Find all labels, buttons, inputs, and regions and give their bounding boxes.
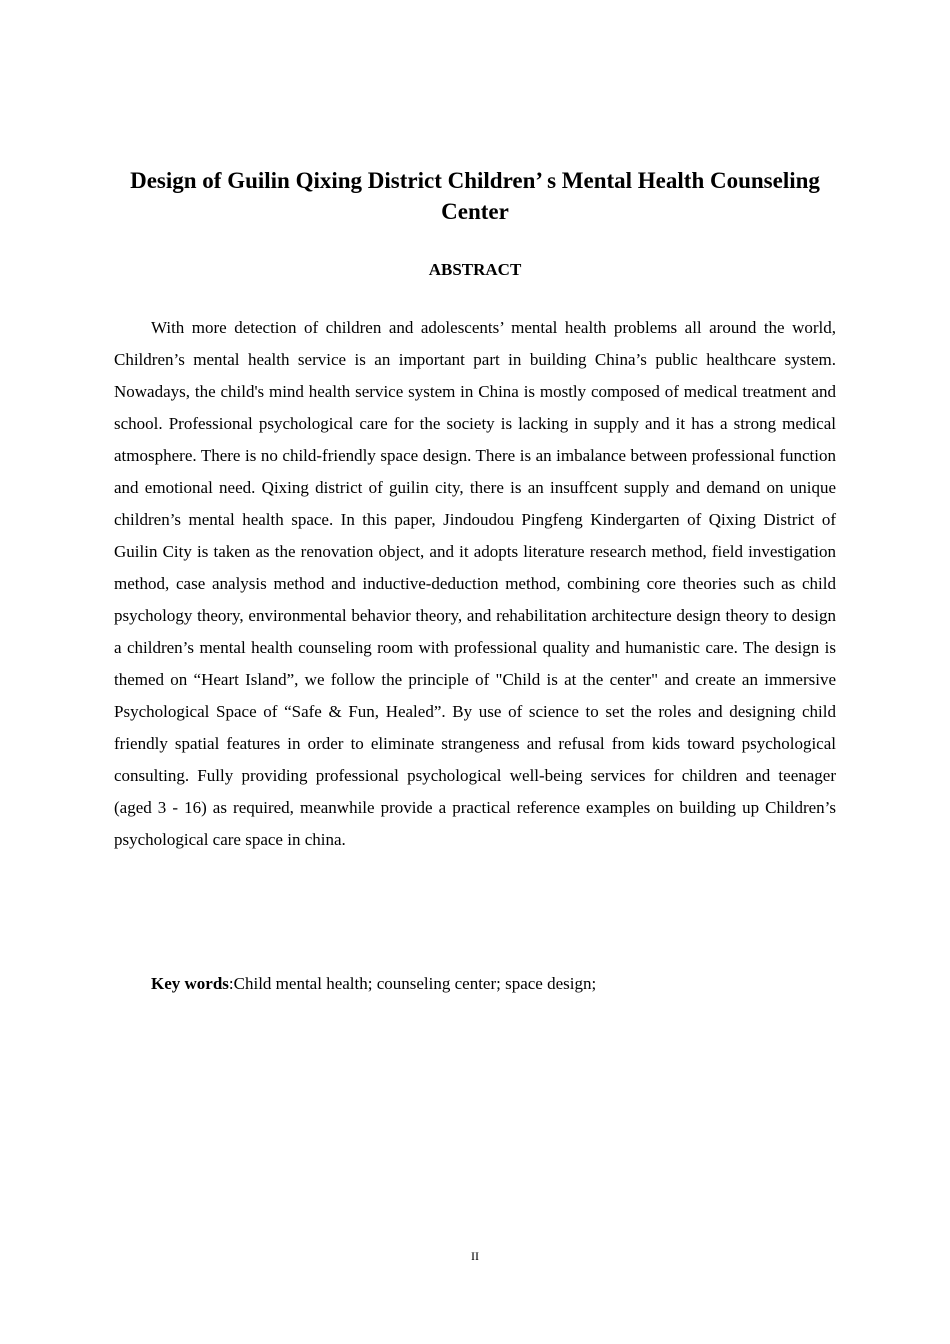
document-title: Design of Guilin Qixing District Children’ s Mental Health Counseling Center — [130, 168, 820, 224]
page-number: II — [471, 1249, 479, 1263]
keywords-label: Key words — [151, 974, 229, 993]
abstract-heading: ABSTRACT — [428, 260, 522, 279]
keywords-line — [151, 970, 836, 998]
abstract-paragraph: With more detection of children and adolescents’ mental health problems all around the world, Children’s mental health service is an important part in building China’s public healthcare system. Nowadays, the child's mind health service system in China is mostly composed of medical treatment and school. Professional psychological care for the society is lacking in supply and it has a strong medical atmosphere. There is no child-friendly space design. There is an imbalance between professional function and emotional need. Qixing district of guilin city, there is an insuffcent supply and demand on unique children’s mental health space. In this paper, Jindoudou Pingfeng Kindergarten of Qixing District of Guilin City is taken as the renovation object, and it adopts literature research method, field investigation method, case analysis method and inductive-deduction method, combining core theories such as child psychology theory, environmental behavior theory, and rehabilitation architecture design theory to design a children’s mental health counseling room with professional quality and humanistic care. The design is themed on “Heart Island”, we follow the principle of "Child is at the center" and create an immersive Psychological Space of “Safe & Fun, Healed”. By use of science to set the roles and designing child friendly spatial features in order to eliminate strangeness and refusal from kids toward psychological consulting. Fully providing professional psychological well-being services for children and teenager (aged 3 - 16) as required, meanwhile provide a practical reference examples on building up Children’s psychological care space in china. — [114, 318, 836, 849]
keywords-text: :Child mental health; counseling center; space design; — [228, 974, 597, 993]
